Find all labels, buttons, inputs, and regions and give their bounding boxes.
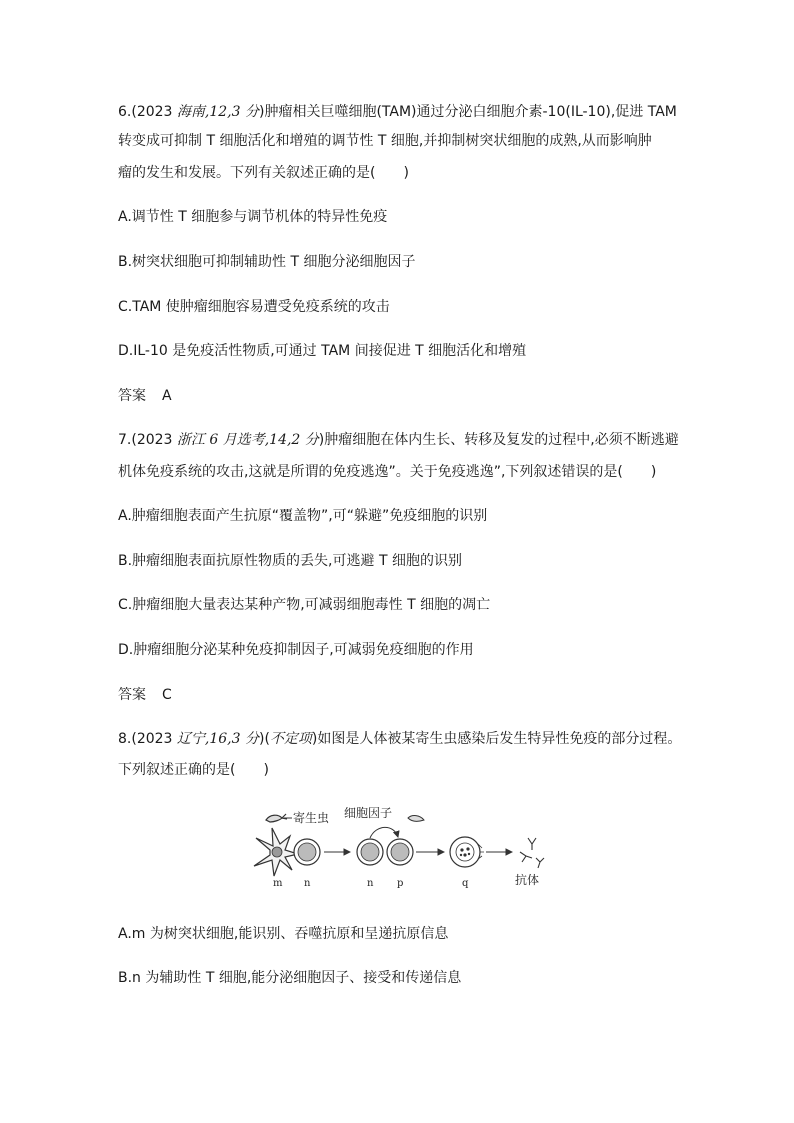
q7-stem-line-1: 7.(2023 浙江 6 月选考,14,2 分)肿瘤细胞在体内生长、转移及复发的过程中,必须不断逃避 (118, 432, 679, 448)
q6-stem-line-3: 瘤的发生和发展。下列有关叙述正确的是( ) (118, 165, 409, 181)
q8-source: 辽宁,16,3 分 (176, 731, 259, 747)
q6-option-a: A.调节性 T 细胞参与调节机体的特异性免疫 (118, 209, 388, 225)
cell-n-second (357, 839, 383, 865)
q6-option-b: B.树突状细胞可抑制辅助性 T 细胞分泌细胞因子 (118, 254, 416, 270)
q7-stem-line-2: 机体免疫系统的攻击,这就是所谓的免疫逃逸”。关于免疫逃逸”,下列叙述错误的是( ) (118, 464, 657, 480)
q7-option-a: A.肿瘤细胞表面产生抗原“覆盖物”,可“躲避”免疫细胞的识别 (118, 508, 488, 524)
cell-q (450, 837, 484, 867)
q8-source-type: 不定项 (269, 731, 312, 747)
parasite-icon-2 (408, 816, 424, 822)
cell-n-first (294, 839, 320, 865)
q6-answer (118, 386, 172, 406)
q8-stem-line-1: 8.(2023 辽宁,16,3 分)(不定项)如图是人体被某寄生虫感染后发生特异性免疫的部分过程。 (118, 731, 682, 747)
parasite-icon (266, 814, 287, 822)
cytokine-label: 细胞因子 (344, 806, 393, 820)
q8-option-a: A.m 为树突状细胞,能识别、吞噬抗原和呈递抗原信息 (118, 926, 449, 942)
label-p: p (397, 878, 404, 889)
label-n-second: n (367, 878, 374, 889)
q7-source: 浙江 6 月选考,14,2 分 (176, 432, 319, 448)
cell-p (387, 839, 413, 865)
q6-option-d: D.IL-10 是免疫活性物质,可通过 TAM 间接促进 T 细胞活化和增殖 (118, 343, 527, 359)
q7-answer (118, 685, 172, 705)
parasite-label: 寄生虫 (293, 811, 330, 825)
q7-answer-label: 答案 (118, 687, 146, 703)
q7-option-b: B.肿瘤细胞表面抗原性物质的丢失,可逃避 T 细胞的识别 (118, 553, 462, 569)
q6-answer-value: A (162, 388, 172, 404)
antibody-icons (520, 838, 544, 868)
immune-process-figure (240, 800, 570, 890)
label-n-first: n (304, 878, 311, 889)
q6-answer-label: 答案 (118, 388, 146, 404)
antibody-label: 抗体 (515, 873, 540, 887)
dendritic-cell-m (254, 828, 298, 876)
q7-option-c: C.肿瘤细胞大量表达某种产物,可减弱细胞毒性 T 细胞的凋亡 (118, 597, 491, 613)
q8-stem-line-2: 下列叙述正确的是( ) (118, 762, 269, 778)
q7-option-d: D.肿瘤细胞分泌某种免疫抑制因子,可减弱免疫细胞的作用 (118, 642, 474, 658)
q6-stem-line-2: 转变成可抑制 T 细胞活化和增殖的调节性 T 细胞,并抑制树突状细胞的成熟,从而影响肿 (118, 133, 652, 149)
q6-option-c: C.TAM 使肿瘤细胞容易遭受免疫系统的攻击 (118, 299, 390, 315)
q8-option-b: B.n 为辅助性 T 细胞,能分泌细胞因子、接受和传递信息 (118, 970, 462, 986)
cytokine-arrow (370, 827, 398, 838)
label-m: m (273, 878, 283, 889)
label-q: q (462, 878, 469, 889)
q6-stem-line-1: 6.(2023 海南,12,3 分)肿瘤相关巨噬细胞(TAM)通过分泌白细胞介素-10(IL-10),促进 TAM (118, 104, 677, 120)
q6-source: 海南,12,3 分 (176, 104, 259, 120)
q7-answer-value: C (162, 687, 172, 703)
